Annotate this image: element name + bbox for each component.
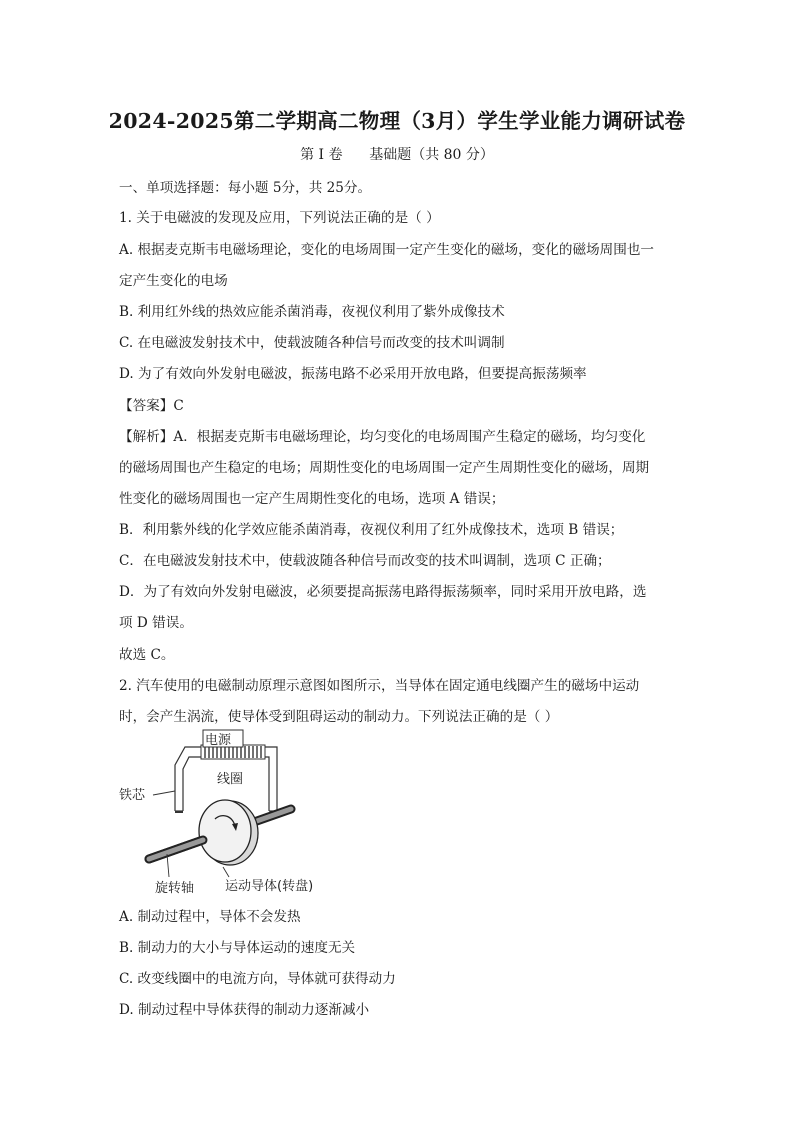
section-heading: 一、单项选择题：每小题 5分，共 25分。 (119, 180, 372, 196)
q2-stem-cont: 时，会产生涡流，使导体受到阻碍运动的制动力。下列说法正确的是（ ） (119, 709, 559, 725)
disk-label: 运动导体(转盘) (225, 879, 314, 894)
q2-option-c: C. 改变线圈中的电流方向，导体就可获得动力 (119, 971, 396, 987)
q1-analysis: 性变化的磁场周围也一定产生周期性变化的电场，选项 A 错误； (119, 491, 505, 507)
q1-stem: 1. 关于电磁波的发现及应用，下列说法正确的是（ ） (119, 210, 440, 226)
power-label: 电源 (205, 733, 232, 748)
q2-option-b: B. 制动力的大小与导体运动的速度无关 (119, 940, 356, 956)
electromagnetic-brake-diagram (119, 727, 341, 899)
section-subtitle: 第 I 卷 基础题（共 80 分） (300, 147, 494, 163)
q1-option-a-cont: 定产生变化的电场 (119, 273, 228, 289)
q1-option-d: D. 为了有效向外发射电磁波，振荡电路不必采用开放电路，但要提高振荡频率 (119, 366, 587, 382)
q2-option-d: D. 制动过程中导体获得的制动力逐渐减小 (119, 1002, 370, 1018)
q1-analysis: 的磁场周围也产生稳定的电场；周期性变化的电场周围一定产生周期性变化的磁场，周期 (119, 460, 650, 476)
q2-stem: 2. 汽车使用的电磁制动原理示意图如图所示，当导体在固定通电线圈产生的磁场中运动 (119, 678, 640, 694)
shaft-label: 旋转轴 (155, 881, 195, 896)
q1-analysis: 【解析】A．根据麦克斯韦电磁场理论，均匀变化的电场周围产生稳定的磁场，均匀变化 (119, 429, 646, 445)
q1-option-c: C. 在电磁波发射技术中，使载波随各种信号而改变的技术叫调制 (119, 335, 505, 351)
q2-option-a: A. 制动过程中，导体不会发热 (119, 909, 301, 925)
q1-analysis: C．在电磁波发射技术中，使载波随各种信号而改变的技术叫调制，选项 C 正确； (119, 553, 611, 569)
q1-conclusion: 故选 C。 (119, 647, 175, 663)
q1-option-a: A. 根据麦克斯韦电磁场理论，变化的电场周围一定产生变化的磁场，变化的磁场周围也一 (119, 242, 655, 258)
coil-label: 线圈 (217, 772, 244, 787)
q1-analysis: B．利用紫外线的化学效应能杀菌消毒，夜视仪利用了红外成像技术，选项 B 错误； (119, 522, 624, 538)
q1-answer: 【答案】C (119, 398, 184, 414)
q1-option-b: B. 利用红外线的热效应能杀菌消毒，夜视仪利用了紫外成像技术 (119, 304, 505, 320)
q1-analysis: D．为了有效向外发射电磁波，必须要提高振荡电路得振荡频率，同时采用开放电路，选 (119, 584, 647, 600)
exam-title: 2024-2025第二学期高二物理（3月）学生学业能力调研试卷 (108, 109, 686, 133)
core-label: 铁芯 (119, 788, 146, 803)
q1-analysis: 项 D 错误。 (119, 615, 193, 631)
